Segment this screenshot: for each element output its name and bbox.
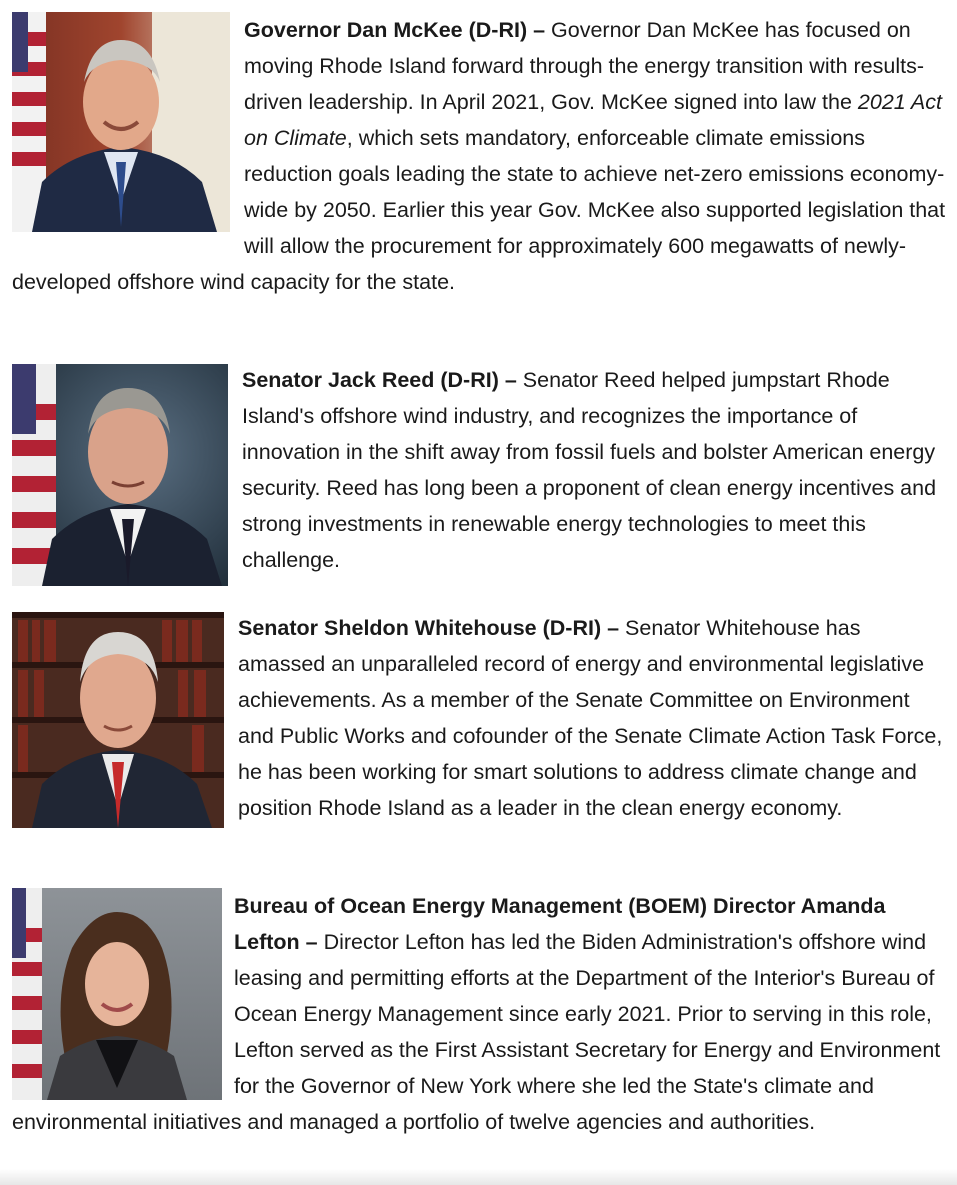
- bio-name: Senator Sheldon Whitehouse (D-RI) –: [238, 616, 620, 640]
- bio-italic-title: 2021 Act on Climate: [244, 90, 942, 150]
- bio-text-after: , which sets mandatory, enforceable climate emissions reduction goals leading the state to achieve net-zero emissions economy-wide by 2050. Earlier this year Gov. McKee also supported legislation that will allow the procurement for approximately 600 megawatts of newly-developed offshore wind capacity for the state.: [12, 126, 946, 294]
- bio-text: Director Lefton has led the Biden Administration's offshore wind leasing and permitting efforts at the Department of the Interior's Bureau of Ocean Energy Management since early 2021. Prior to serving in this role, Lefton served as the First Assistant Secretary for Energy and Environment for the Governor of New York where she led the State's climate and environmental initiatives and managed a portfolio of twelve agencies and authorities.: [12, 930, 941, 1134]
- portrait-photo-icon: [12, 888, 222, 1100]
- bio-dan-mckee: [12, 12, 948, 300]
- portrait-photo-icon: [12, 364, 228, 586]
- bio-text: Senator Reed helped jumpstart Rhode Island's offshore wind industry, and recognizes the importance of innovation in the shift away from fossil fuels and bolster American energy security. Reed has long been a proponent of clean energy incentives and strong investments in renewable energy technologies to meet this challenge.: [242, 368, 937, 572]
- portrait-photo-icon: [12, 612, 224, 828]
- bio-amanda-lefton: [12, 888, 948, 1140]
- bio-name: Bureau of Ocean Energy Management (BOEM) Director Amanda Lefton –: [234, 894, 886, 954]
- bio-sheldon-whitehouse: [12, 610, 948, 830]
- portrait-photo-icon: [12, 12, 230, 232]
- bio-text: Senator Whitehouse has amassed an unparalleled record of energy and environmental legislative achievements. As a member of the Senate Committee on Environment and Public Works and cofounder of the Senate Climate Action Task Force, he has been working for smart solutions to address climate change and position Rhode Island as a leader in the clean energy economy.: [238, 616, 943, 820]
- bio-name: Senator Jack Reed (D-RI) –: [242, 368, 517, 392]
- bio-jack-reed: [12, 362, 948, 588]
- bottom-shade: [0, 1169, 957, 1185]
- bio-text-before: Governor Dan McKee has focused on moving Rhode Island forward through the energy transition with results-driven leadership. In April 2021, Gov. McKee signed into law the: [244, 18, 924, 114]
- bio-name: Governor Dan McKee (D-RI) –: [244, 18, 546, 42]
